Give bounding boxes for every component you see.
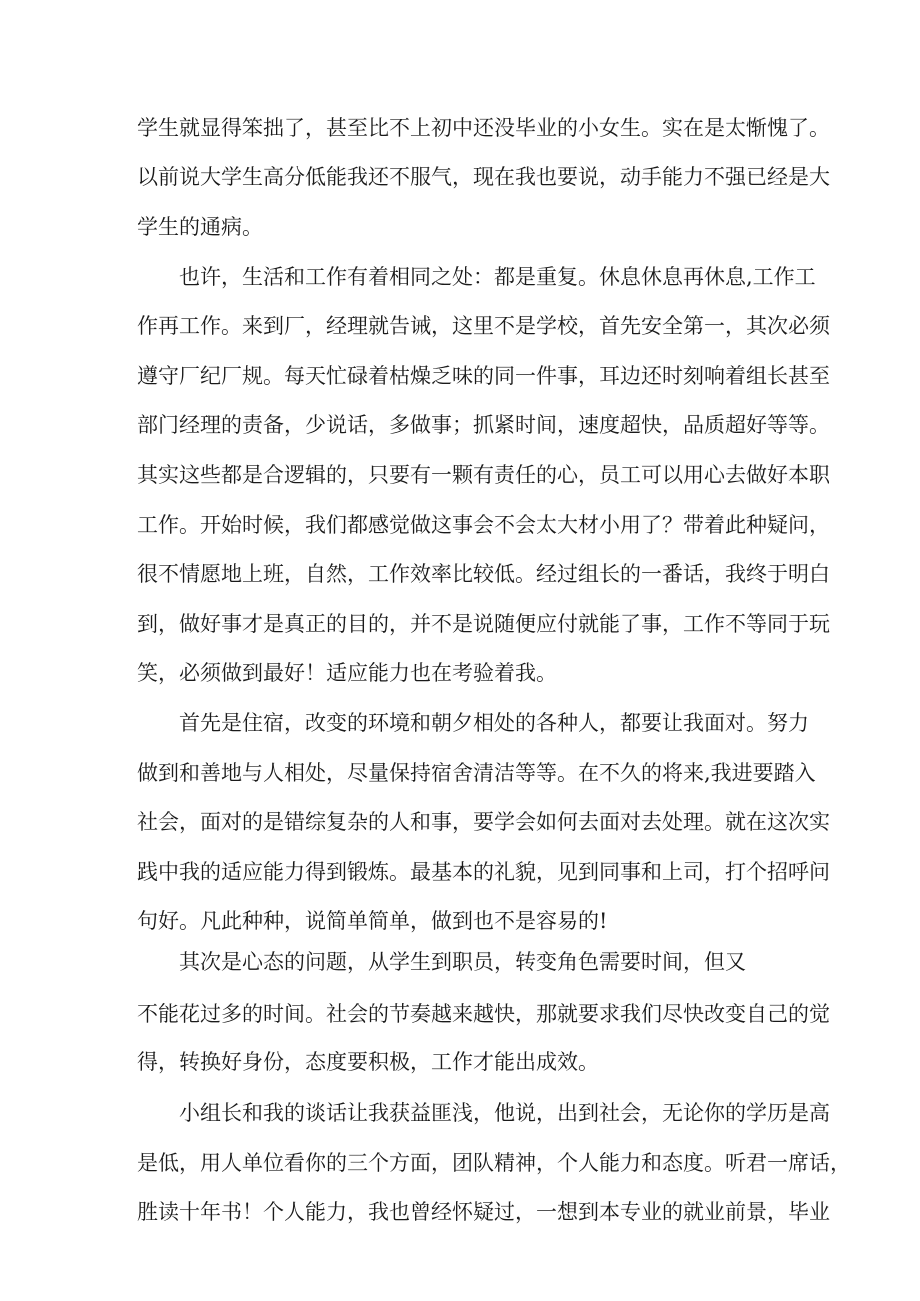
text-line-15: 社会，面对的是错综复杂的人和事，要学会如何去面对去处理。就在这次实: [137, 810, 830, 834]
text-line-22: 是低，用人单位看你的三个方面，团队精神，个人能力和态度。听君一席话，: [137, 1151, 851, 1175]
text-line-2: 以前说大学生高分低能我还不服气，现在我也要说，动手能力不强已经是大: [137, 165, 830, 189]
text-line-12: 笑，必须做到最好！适应能力也在考验着我。: [137, 661, 557, 685]
text-line-16: 践中我的适应能力得到锻炼。最基本的礼貌，见到同事和上司，打个招呼问: [137, 860, 830, 884]
text-line-17: 句好。凡此种种，说简单简单，做到也不是容易的!: [137, 909, 608, 933]
text-line-20: 得，转换好身份，态度要积极，工作才能出成效。: [137, 1050, 599, 1074]
text-line-1: 学生就显得笨拙了，甚至比不上初中还没毕业的小女生。实在是太惭愧了。: [137, 116, 830, 140]
text-line-7: 部门经理的责备，少说话，多做事；抓紧时间，速度超快，品质超好等等。: [137, 413, 830, 437]
text-line-9: 工作。开始时候，我们都感觉做这事会不会太大材小用了？带着此种疑问，: [137, 513, 830, 537]
text-line-11: 到，做好事才是真正的目的，并不是说随便应付就能了事，工作不等同于玩: [137, 612, 830, 636]
text-line-8: 其实这些都是合逻辑的，只要有一颗有责任的心，员工可以用心去做好本职: [137, 463, 830, 487]
text-line-13: 首先是住宿，改变的环境和朝夕相处的各种人，都要让我面对。努力: [179, 711, 809, 735]
text-line-5: 作再工作。来到厂，经理就告诫，这里不是学校，首先安全第一，其次必须: [137, 314, 830, 338]
text-line-23: 胜读十年书！个人能力，我也曾经怀疑过，一想到本专业的就业前景，毕业: [137, 1200, 830, 1224]
text-line-19: 不能花过多的时间。社会的节奏越来越快，那就要求我们尽快改变自己的觉: [137, 1002, 830, 1026]
text-line-4: 也许，生活和工作有着相同之处：都是重复。休息休息再休息,工作工: [179, 265, 816, 289]
text-line-14: 做到和善地与人相处，尽量保持宿舍清洁等等。在不久的将来,我进要踏入: [137, 761, 816, 785]
text-line-6: 遵守厂纪厂规。每天忙碌着枯燥乏味的同一件事，耳边还时刻响着组长甚至: [137, 364, 830, 388]
text-line-3: 学生的通病。: [137, 215, 263, 239]
text-line-10: 很不情愿地上班，自然，工作效率比较低。经过组长的一番话，我终于明白: [137, 562, 830, 586]
text-line-21: 小组长和我的谈话让我获益匪浅，他说，出到社会，无论你的学历是高: [179, 1101, 830, 1125]
text-line-18: 其次是心态的问题，从学生到职员，转变角色需要时间，但又: [179, 950, 746, 974]
